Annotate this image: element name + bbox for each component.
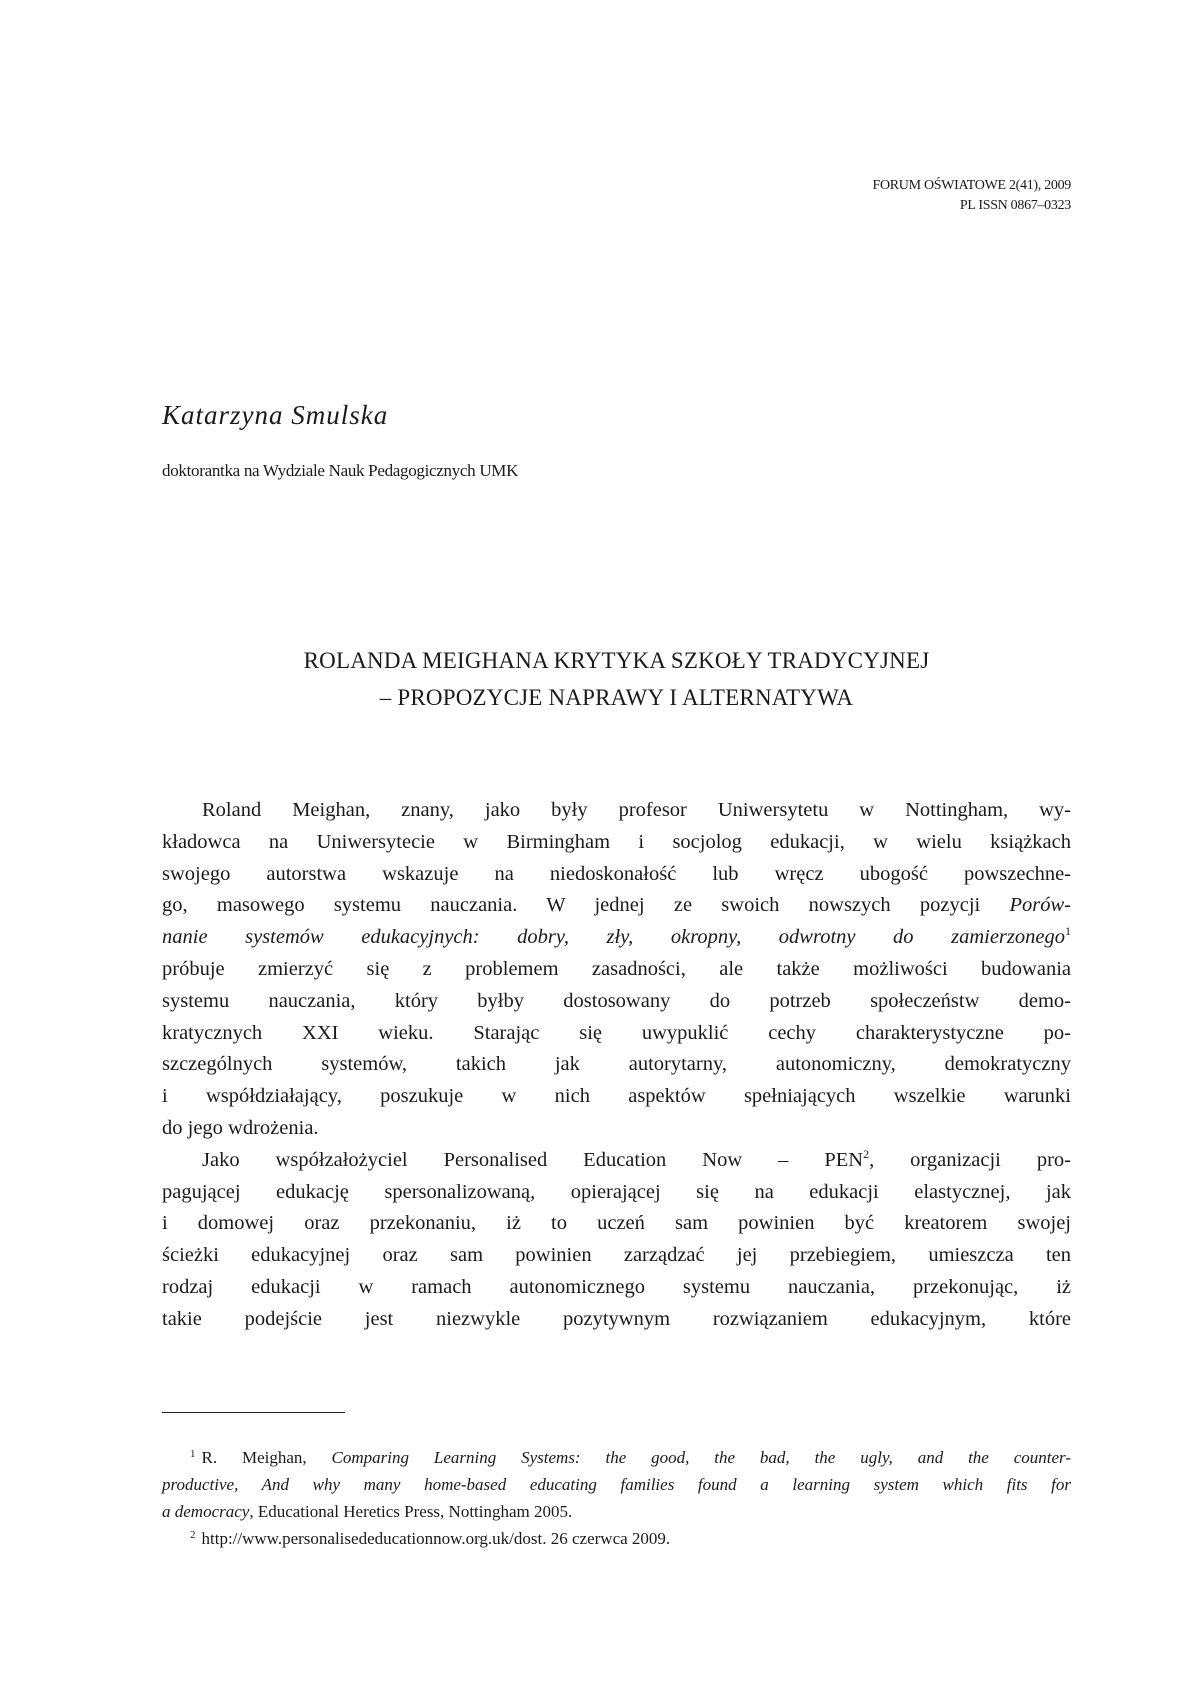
author-name: Katarzyna Smulska: [162, 400, 389, 430]
footnote-book-title: a democracy: [162, 1502, 250, 1521]
footnote-separator: [162, 1412, 345, 1413]
body-line: i współdziałający, poszukuje w nich aspektów spełniających wszelkie warunki: [162, 1085, 1071, 1108]
article-body: [162, 795, 1071, 1336]
footnote-book-title: Comparing Learning Systems: the good, the bad, the ugly, and the counter-: [331, 1448, 1071, 1467]
footnote-book-title: productive, And why many home-based educating families found a learning system which fits for: [162, 1475, 1071, 1494]
body-line: kratycznych XXI wieku. Starając się uwypuklić cechy charakterystyczne po-: [162, 1021, 1071, 1044]
body-text-segment: , organizacji pro-: [869, 1148, 1071, 1171]
footnote-number-1: 1: [190, 1448, 196, 1460]
body-line: próbuje zmierzyć się z problemem zasadności, ale także możliwości budowania: [162, 957, 1071, 980]
footnote-1-line: [162, 1471, 1071, 1498]
body-text-segment: go, masowego systemu nauczania. W jednej ze swoich nowszych pozycji: [162, 894, 1010, 917]
body-line: [162, 890, 1071, 922]
body-line: ścieżki edukacyjnej oraz sam powinien zarządzać jej przebiegiem, umieszcza ten: [162, 1244, 1071, 1267]
footnotes: [162, 1444, 1071, 1552]
body-line: [162, 1145, 1071, 1177]
cited-title-segment: nanie systemów edukacyjnych: dobry, zły, okropny, odwrotny do zamierzonego: [162, 926, 1065, 949]
body-line: pagującej edukację spersonalizowaną, opierającej się na edukacji elastycznej, jak: [162, 1180, 1071, 1203]
body-line: swojego autorstwa wskazuje na niedoskonałość lub wręcz ubogość powszechne-: [162, 862, 1071, 885]
body-line: takie podejście jest niezwykle pozytywnym rozwiązaniem edukacyjnym, które: [162, 1307, 1071, 1330]
author-affiliation: doktorantka na Wydziale Nauk Pedagogicznych UMK: [162, 461, 519, 480]
body-line: szczególnych systemów, takich jak autorytarny, autonomiczny, demokratyczny: [162, 1053, 1071, 1076]
body-line: systemu nauczania, który byłby dostosowany do potrzeb społeczeństw demo-: [162, 989, 1071, 1012]
footnote-url-link[interactable]: http://www.personalisededucationnow.org.uk/dost. 26 czerwca 2009.: [201, 1529, 671, 1548]
title-line-1: ROLANDA MEIGHANA KRYTYKA SZKOŁY TRADYCYJNEJ: [303, 648, 930, 673]
body-line: rodzaj edukacji w ramach autonomicznego systemu nauczania, przekonując, iż: [162, 1275, 1071, 1298]
body-line: Roland Meighan, znany, jako były profesor Uniwersytetu w Nottingham, wy-: [202, 799, 1071, 821]
article-title: [162, 642, 1071, 716]
journal-issn: PL ISSN 0867–0323: [959, 198, 1071, 213]
footnote-2-line: [162, 1525, 1071, 1552]
journal-name: FORUM OŚWIATOWE 2(41), 2009: [872, 178, 1071, 193]
footnote-1-line: [162, 1444, 1071, 1471]
cited-title-segment: Porów-: [1009, 894, 1071, 917]
footnote-number-2: 2: [190, 1529, 196, 1541]
footnote-ref-1[interactable]: 1: [1065, 924, 1071, 939]
footnote-publisher: , Educational Heretics Press, Nottingham 2005.: [249, 1502, 573, 1521]
footnote-author: R. Meighan,: [201, 1448, 332, 1467]
body-line: kładowca na Uniwersytecie w Birmingham i socjolog edukacji, w wielu książkach: [162, 830, 1071, 853]
footnote-1-line: [162, 1498, 1071, 1525]
footnote-ref-2[interactable]: 2: [863, 1146, 870, 1161]
title-line-2: – PROPOZYCJE NAPRAWY I ALTERNATYWA: [379, 685, 854, 710]
body-text-segment: Jako współzałożyciel Personalised Education Now – PEN: [202, 1148, 864, 1171]
body-line: [162, 922, 1071, 954]
body-line: i domowej oraz przekonaniu, iż to uczeń sam powinien być kreatorem swojej: [162, 1212, 1071, 1235]
journal-header: [872, 176, 1071, 216]
body-line: do jego wdrożenia.: [162, 1116, 319, 1139]
